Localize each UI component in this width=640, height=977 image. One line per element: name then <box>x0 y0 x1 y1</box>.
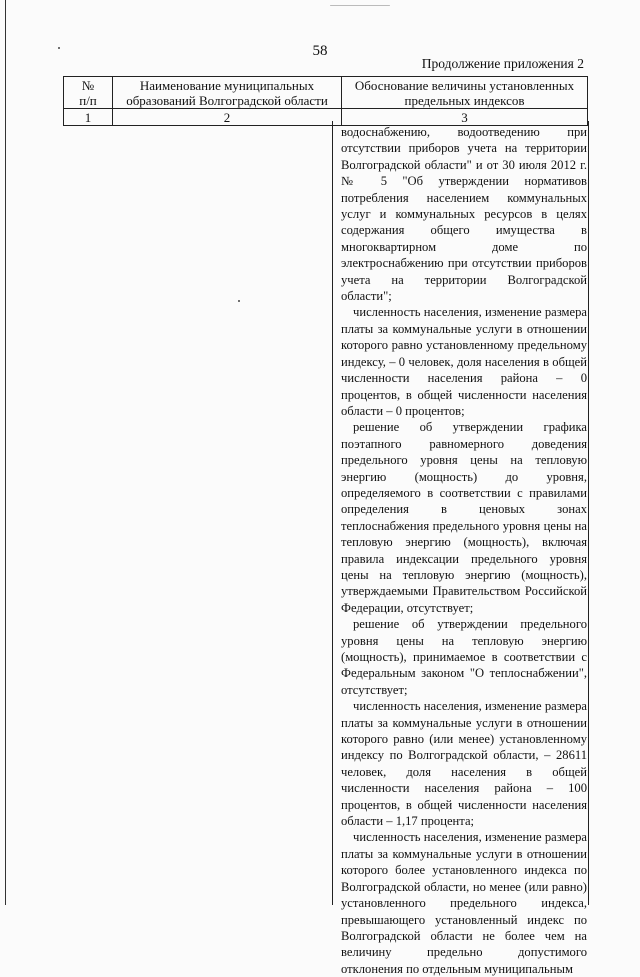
scan-speck <box>238 300 240 302</box>
continuation-label: Продолжение приложения 2 <box>421 56 584 71</box>
paragraph: решение об утверждении предельного уровня цены на тепловую энергию (мощность), принимаемое в соответствии с Федеральным законом "О теплоснабжении", отсутствует; <box>341 617 587 697</box>
column-number: 3 <box>342 109 588 126</box>
header-cell-justification <box>342 77 588 109</box>
paragraph: численность населения, изменение размера платы за коммунальные услуги в отношении которого равно (или менее) установленному индексу по Волгоградской области, – 28611 человек, доля населения в общей численности населения района – 100 процентов, в общей численности населения области – 1,17 процента; <box>341 699 587 829</box>
scan-speck <box>330 5 390 6</box>
paragraph: численность населения, изменение размера платы за коммунальные услуги в отношении которого более установленного индекса по Волгоградской области, но менее (или равно) установленного предельного индекса, превышающего установленный индекс по Волгоградской области не более чем на величину предельно допустимого отклонения по отдельным муниципальным <box>341 830 587 976</box>
header-cell-number <box>64 77 113 109</box>
header-cell-municipality <box>113 77 342 109</box>
page-number: 58 <box>312 43 328 59</box>
table-header-row <box>64 77 588 109</box>
paragraph: решение об утверждении графика поэтапного равномерного доведения предельного уровня цены на тепловую энергию (мощность) до уровня, определяемого в соответствии с правилами определения в ценовых зонах теплоснабжения предельного уровня цены на тепловую энергию (мощность), включая правила индексации предельного уровня цены на тепловую энергию (мощность), утверждаемыми Правительством Российской Федерации, отсутствует; <box>341 420 587 615</box>
paragraph: численность населения, изменение размера платы за коммунальные услуги в отношении которого равно установленному предельному индексу, – 0 человек, доля населения в общей численности населения района – 0 процентов, в общей численности населения области – 0 процентов; <box>341 305 587 418</box>
paragraph: водоснабжению, водоотведению при отсутствии приборов учета на территории Волгоградской области" и от 30 июля 2012 г. № 5 "Об утверждении нормативов потребления населением коммунальных услуг и коммунальных ресурсов в целях содержания общего имущества в многоквартирном доме по электроснабжению при отсутствии приборов учета на территории Волгоградской области"; <box>341 125 587 304</box>
column-divider <box>332 121 333 905</box>
table-right-border <box>588 121 589 905</box>
column-number: 1 <box>64 109 113 126</box>
header-text: Обоснование величины установленных предельных индексов <box>354 78 575 108</box>
header-text: Наименование муниципальных образований Волгоградской области <box>126 78 328 108</box>
column-number: 2 <box>113 109 342 126</box>
appendix-table-header <box>63 76 588 126</box>
scan-edge-line <box>5 0 6 905</box>
justification-text <box>341 124 587 977</box>
column-number-row <box>64 109 588 126</box>
scan-speck <box>58 47 60 49</box>
header-text: № п/п <box>79 78 97 108</box>
